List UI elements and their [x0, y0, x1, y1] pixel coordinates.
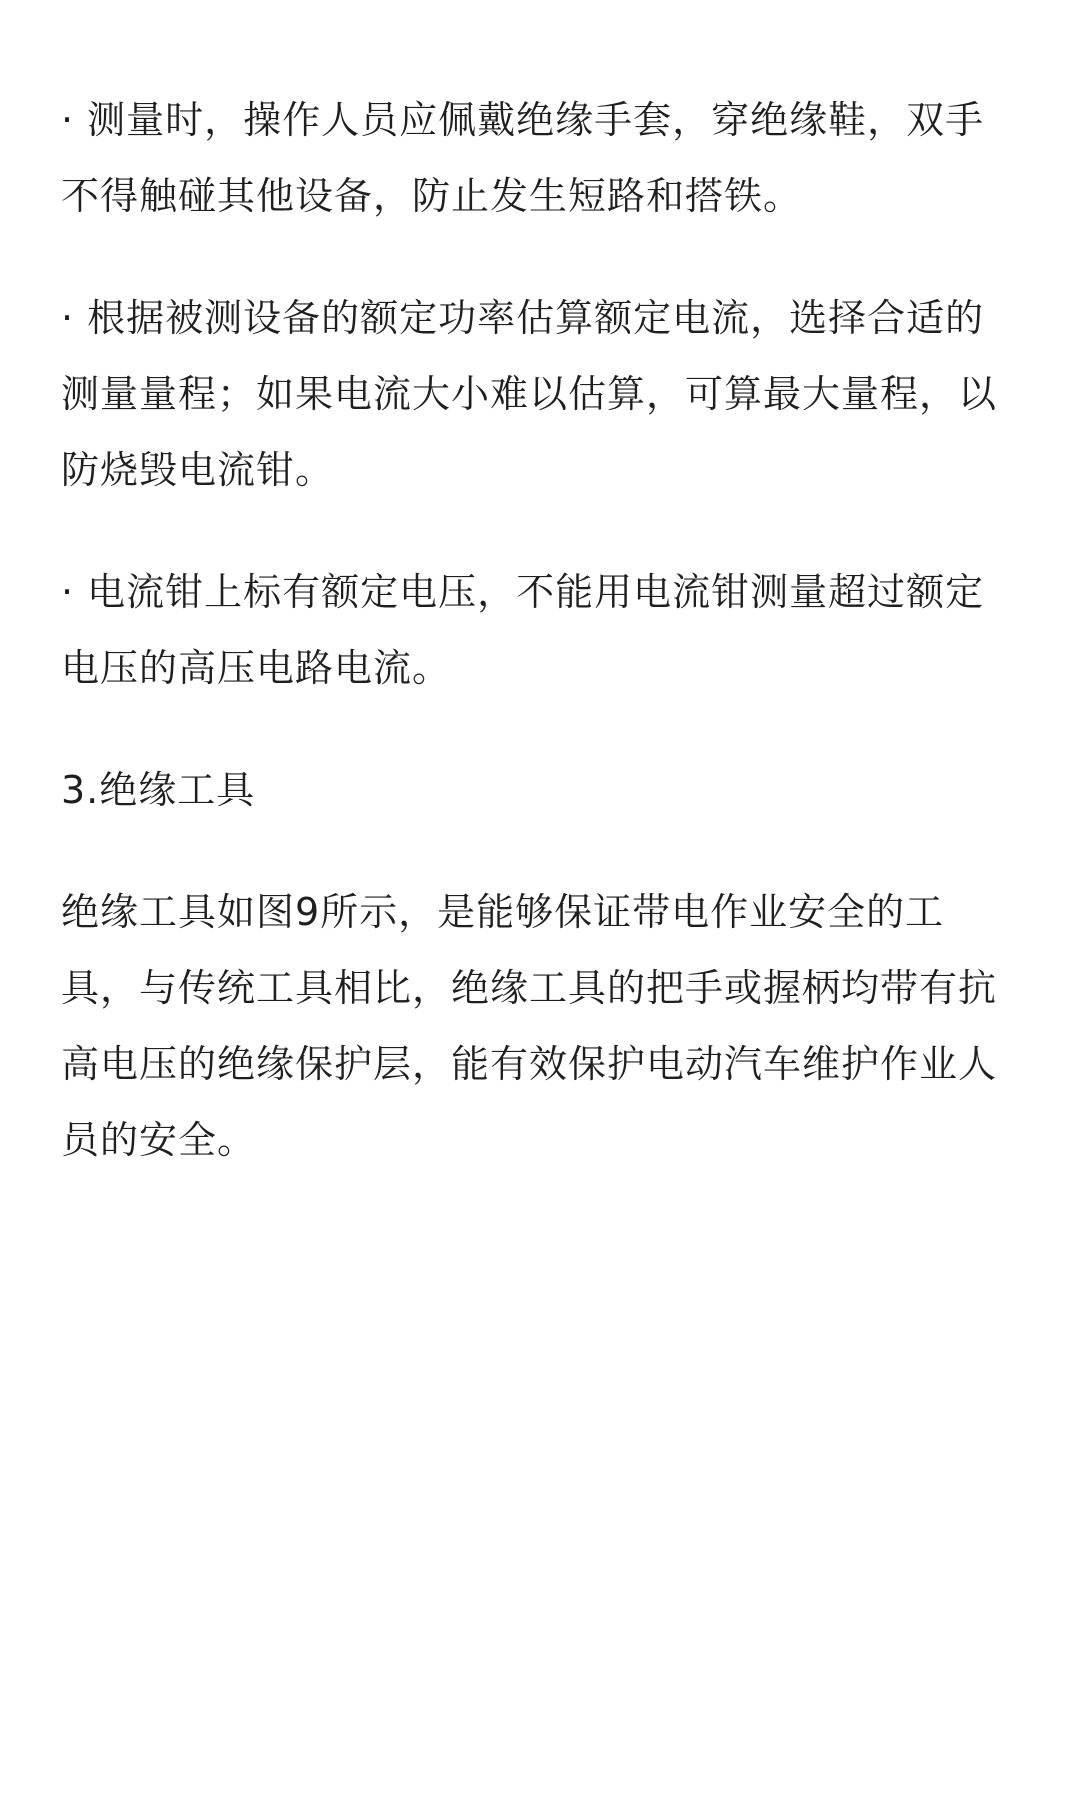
- bullet-paragraph-insulation-gear: · 测量时，操作人员应佩戴绝缘手套，穿绝缘鞋，双手不得触碰其他设备，防止发生短路和搭铁。: [61, 98, 985, 218]
- body-paragraph-insulated-tools: 绝缘工具如图9所示，是能够保证带电作业安全的工具，与传统工具相比，绝缘工具的把手或握柄均带有抗高电压的绝缘保护层，能有效保护电动汽车维护作业人员的安全。: [61, 890, 998, 1162]
- article-body: [61, 82, 1021, 1178]
- section-heading: 3.绝缘工具: [61, 768, 256, 812]
- bullet-paragraph-range-selection: · 根据被测设备的额定功率估算额定电流，选择合适的测量量程；如果电流大小难以估算，可算最大量程，以防烧毁电流钳。: [61, 296, 998, 492]
- bullet-paragraph-rated-voltage: · 电流钳上标有额定电压，不能用电流钳测量超过额定电压的高压电路电流。: [61, 570, 985, 690]
